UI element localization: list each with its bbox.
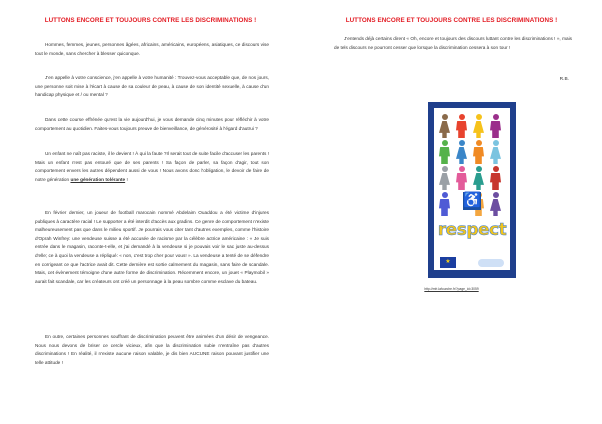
poster-artwork [434, 108, 510, 270]
tolerant-generation-emphasis: une génération tolérante [70, 176, 126, 182]
person-figure-icon [456, 114, 467, 138]
person-figure-icon [490, 140, 501, 164]
person-figure-icon [439, 166, 450, 190]
person-figure-icon [456, 166, 467, 190]
page-heading: LUTTONS ENCORE ET TOUJOURS CONTRE LES DISCRIMINATIONS ! [345, 17, 558, 24]
paragraph-6: En outre, certaines personnes souffrant de discrimination peuvent être animées d'un désir de vengeance. Nous nous devons de briser ce cercle vicieux, afin que la discrimination subie n'entraîne pas d'autres discriminations ! En réalité, il n'existe aucune raison valable, je dis bien AUCUNE raison pouvant justifier une telle attitude ! [35, 334, 269, 365]
wheelchair-icon: ♿ [463, 192, 482, 209]
page-heading: LUTTONS ENCORE ET TOUJOURS CONTRE LES DISCRIMINATIONS ! [44, 17, 257, 24]
person-figure-icon [490, 114, 501, 138]
person-figure-icon [473, 114, 484, 138]
paragraph-3: Dans cette course effrénée qu'est la vie aujourd'hui, je vous demande cinq minutes pour réfléchir à votre comportement au quotidien. Faites-vous toujours preuve de bienveillance, de générosité à l'égard d'autrui ? [35, 117, 269, 131]
person-figure-icon [473, 166, 484, 190]
paragraph-1: Hommes, femmes, jeunes, personnes âgées, africains, américains, européens, asiatiques, ce discours vise tout le monde, sans chercher à blesser quiconque. [35, 42, 269, 56]
person-figure-icon [490, 192, 501, 216]
eu-flag-icon: ★ [440, 257, 456, 268]
paragraph-2: J'en appelle à votre conscience, j'en appelle à votre humanité : Trouvez-vous acceptable que, de nos jours, une personne soit mise à l'écart à cause de sa couleur de peau, à cause de son identité sexuelle, à cause d'un handicap physique et / ou mental ? [35, 75, 269, 98]
poster-respect-word: respect [437, 220, 507, 240]
paragraph-4 [35, 150, 269, 184]
respect-poster [428, 102, 516, 278]
person-figure-icon [439, 140, 450, 164]
paragraph-5: En février dernier, un joueur de football marocain nommé Abdelaim Ouaddou a été victime d'injures publiques à caractère racial ! Le supporter a été interdit d'accès aux gradins. Ce genre de comportement n'existe malheureusement pas que dans le milieu sportif. Je pourrais vous citer tant d'autres exemples, comme l'histoire d'Oprah Winfrey: une vendeuse suisse a été accusée de racisme par la célèbre actrice américaine : « Je suis entrée dans le magasin, raconte-t-elle, et j'ai demandé à la vendeuse si je pouvais voir le sac juste au-dessus d'elle; ce à quoi la vendeuse a répliqué: « non, c'est trop cher pour vous! ». La vendeuse a tenté de se défendre en corrigeant ce que l'actrice avait dit. Cette dernière est sortie calmement du magasin, sans faire de scandale. Mais, cet évènement témoigne d'une autre forme de discrimination. Récemment encore, un jouet « Playmobil » aurait fait scandale, car les créateurs ont créé un personnage à la peau sombre comme esclave du bateau. [35, 210, 269, 284]
author-signature: R.B. [559, 77, 569, 82]
person-figure-icon [490, 166, 501, 190]
paragraph-closing: J'entends déjà certains dirent « Oh, encore et toujours des discours luttant contre les discriminations ! », mais de tels discours ne pourront cesser que lorsque la discrimination cessera à son tour ! [334, 36, 572, 50]
image-source-link[interactable]: http://mfr-lafourche.fr/?page_id=3059 [424, 287, 479, 291]
person-figure-icon [456, 140, 467, 164]
paragraph-4-end: ! [125, 176, 128, 182]
right-page [301, 0, 602, 424]
person-figure-icon [439, 192, 450, 216]
paragraph-4-text: Un enfant ne naît pas raciste, il le devient ! À qui la faute ?Il serait tout de suite facile d'accuser les parents ! Mais un enfant n'est pas entouré que de ses parents ! Sa façon de parler, sa façon d'agir, tout son comportement envers les autres dépendent aussi de vous ! Nous avons donc l'obligation, le devoir de faire de notre génération [35, 151, 269, 182]
person-figure-icon [439, 114, 450, 138]
partner-logo [478, 259, 504, 267]
person-figure-icon [473, 140, 484, 164]
